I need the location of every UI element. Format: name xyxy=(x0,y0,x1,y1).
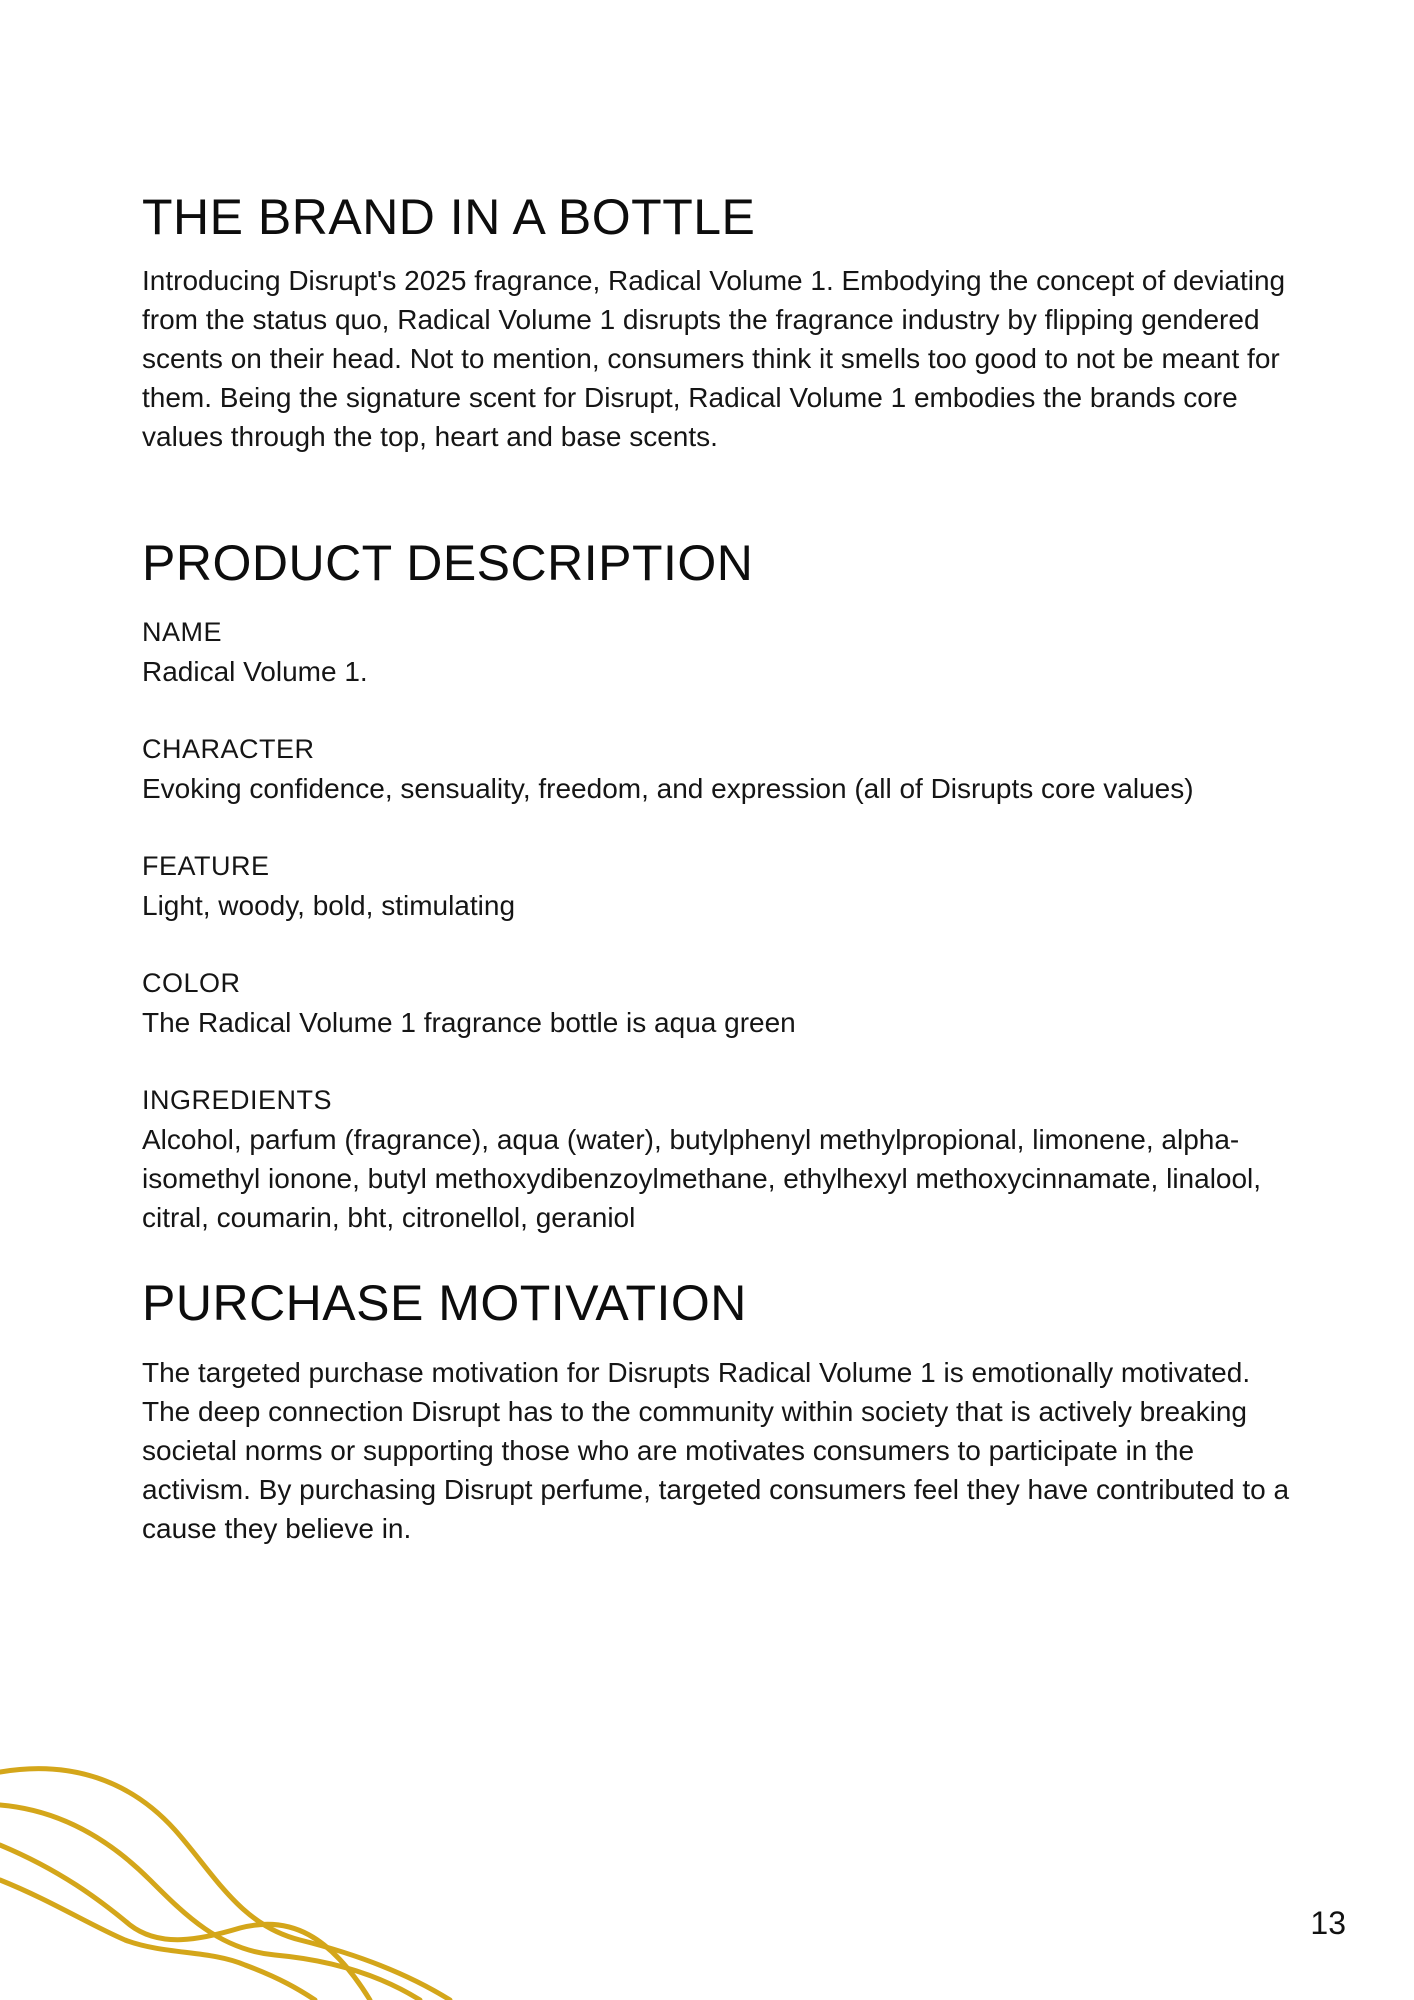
section-title: PRODUCT DESCRIPTION xyxy=(142,535,754,591)
wave-line xyxy=(0,1845,370,2000)
field-color xyxy=(142,964,1292,1042)
field-name xyxy=(142,613,1292,691)
decorative-wave-lines xyxy=(0,1750,460,2000)
page-content xyxy=(142,190,1292,1548)
field-value: Alcohol, parfum (fragrance), aqua (water), butylphenyl methylpropional, limonene, alpha-isomethyl ionone, butyl methoxydibenzoylmethane, ethylhexyl methoxycinnamate, linalool, citral, coumarin, bht, citronellol, geraniol xyxy=(142,1124,1262,1233)
field-value: Light, woody, bold, stimulating xyxy=(142,890,516,921)
section-purchase-motivation xyxy=(142,1276,1292,1548)
section-brand-in-a-bottle xyxy=(142,190,1292,456)
field-value: Radical Volume 1. xyxy=(142,656,368,687)
page-number: 13 xyxy=(1310,1905,1346,1941)
field-label: NAME xyxy=(142,617,223,647)
field-feature xyxy=(142,847,1292,925)
field-label: FEATURE xyxy=(142,851,270,881)
field-label: INGREDIENTS xyxy=(142,1085,333,1115)
section-title: THE BRAND IN A BOTTLE xyxy=(142,189,756,245)
wave-line xyxy=(0,1805,420,2000)
field-value: Evoking confidence, sensuality, freedom, and expression (all of Disrupts core values) xyxy=(142,773,1194,804)
field-value: The Radical Volume 1 fragrance bottle is aqua green xyxy=(142,1007,796,1038)
field-ingredients xyxy=(142,1081,1292,1237)
section-body: Introducing Disrupt's 2025 fragrance, Radical Volume 1. Embodying the concept of deviating from the status quo, Radical Volume 1 disrupts the fragrance industry by flipping gendered scents on their head. Not to mention, consumers think it smells too good to not be meant for them. Being the signature scent for Disrupt, Radical Volume 1 embodies the brands core values through the top, heart and base scents. xyxy=(142,265,1286,452)
section-title: PURCHASE MOTIVATION xyxy=(142,1275,747,1331)
field-label: COLOR xyxy=(142,968,241,998)
field-character xyxy=(142,730,1292,808)
wave-line xyxy=(0,1769,450,2000)
field-label: CHARACTER xyxy=(142,734,315,764)
section-product-description xyxy=(142,536,1292,1237)
section-body: The targeted purchase motivation for Disrupts Radical Volume 1 is emotionally motivated. The deep connection Disrupt has to the community within society that is actively breaking societal norms or supporting those who are motivates consumers to participate in the activism. By purchasing Disrupt perfume, targeted consumers feel they have contributed to a cause they believe in. xyxy=(142,1357,1290,1544)
